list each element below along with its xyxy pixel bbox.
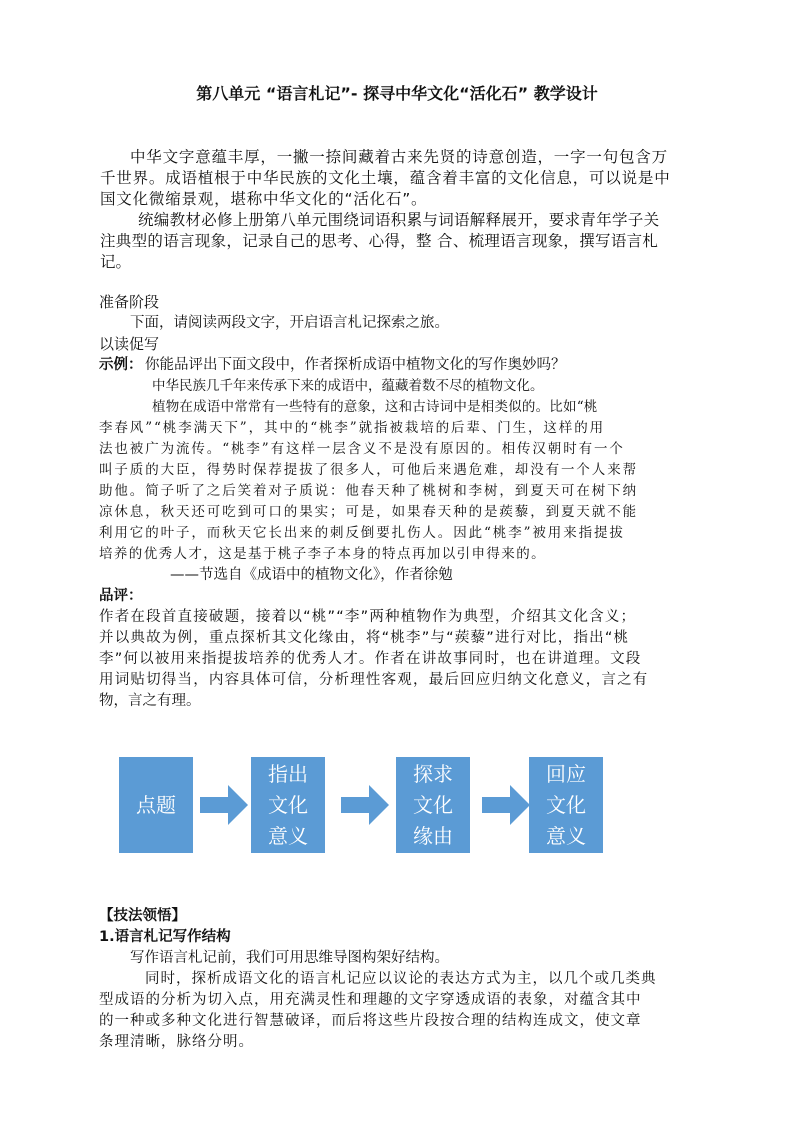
prep-heading: 准备阶段 <box>99 293 160 311</box>
flow-box-text: 文化 <box>546 792 586 817</box>
comment-line: 作者在段首直接破题，接着以“桃”“李”两种植物作为典型，介绍其文化含义； <box>99 609 637 625</box>
intro-line: 统编教材必修上册第八单元围绕词语积累与词语解释展开，要求青年学子关 <box>138 211 660 229</box>
technique-line: 写作语言札记前，我们可用思维导图构架好结构。 <box>130 950 449 966</box>
technique-line: 同时，探析成语文化的语言札记应以议论的表达方式为主，以几个或几类典 <box>145 971 657 987</box>
intro-line: 中华文字意蕴丰厚，一撇一捺间藏着古来先贤的诗意创造，一字一句包含万 <box>130 148 668 166</box>
comment-line: 李”何以被用来指提拔培养的优秀人才。作者在讲故事同时，也在讲道理。文段 <box>99 651 642 667</box>
example-line: 植物在成语中常常有一些特有的意象，这和古诗词中是相类似的。比如“桃 <box>152 399 598 415</box>
example-line: 培养的优秀人才，这是基于桃子李子本身的特点再加以引申得来的。 <box>99 546 546 562</box>
example-line: 助他。简子听了之后笑着对子质说：他春天种了桃树和李树，到夏天可在树下纳 <box>99 483 638 499</box>
flow-box-text: 意义 <box>546 823 586 848</box>
intro-line: 千世界。成语植根于中华民族的文化土壤，蕴含着丰富的文化信息，可以说是中 <box>100 169 671 187</box>
technique-heading: 【技法领悟】 <box>99 908 186 924</box>
technique-line: 型成语的分析为切入点，用充满灵性和理趣的文字穿透成语的表象，对蕴含其中 <box>99 992 642 1008</box>
flow-box-echo-meaning <box>529 757 603 853</box>
flow-box-text: 点题 <box>136 792 176 817</box>
flow-box-cultural-meaning <box>251 757 325 853</box>
example-line: 法也被广为流传。“桃李”有这样一层含义不是没有原因的。相传汉朝时有一个 <box>99 441 625 457</box>
technique-line: 的一种或多种文化进行智慧破译，而后将这些片段按合理的结构连成文，使文章 <box>99 1013 642 1029</box>
arrow-right-icon <box>341 785 389 825</box>
example-line: 凉休息，秋天还可吃到可口的果实；可是，如果春天种的是蒺藜，到夏天就不能 <box>99 504 638 520</box>
flow-box-text: 回应 <box>546 761 586 786</box>
flow-box-text: 文化 <box>268 792 308 817</box>
flow-box-point-topic <box>119 757 193 853</box>
read-write-heading: 以读促写 <box>99 335 160 353</box>
arrow-right-icon <box>482 785 530 825</box>
arrow-right-icon <box>200 785 248 825</box>
intro-line: 记。 <box>100 253 132 271</box>
example-source: ——节选自《成语中的植物文化》，作者徐勉 <box>170 567 453 583</box>
flow-box-cultural-origin <box>396 757 470 853</box>
prep-text: 下面，请阅读两段文字，开启语言札记探索之旅。 <box>130 315 449 331</box>
intro-line: 注典型的语言现象，记录自己的思考、心得，整 合、梳理语言现象，撰写语言札 <box>100 232 659 250</box>
example-line: 叫子质的大臣，得势时保荐提拔了很多人，可他后来遇危难，却没有一个人来帮 <box>99 462 638 478</box>
flow-box-text: 意义 <box>268 823 308 848</box>
comment-line: 并以典故为例，重点探析其文化缘由，将“桃李”与“蒺藜”进行对比，指出“桃 <box>99 630 630 646</box>
example-line: 李春风”“桃李满天下”，其中的“桃李”就指被栽培的后辈、门生，这样的用 <box>99 420 606 436</box>
example-question: 你能品评出下面文段中，作者探析成语中植物文化的写作奥妙吗？ <box>145 357 566 373</box>
example-label: 示例： <box>99 357 143 373</box>
comment-line: 用词贴切得当，内容具体可信，分析理性客观，最后回应归纳文化意义，言之有 <box>99 672 649 688</box>
example-line: 利用它的叶子，而秋天它长出来的刺反倒要扎伤人。因此“桃李”被用来指提拔 <box>99 525 625 541</box>
page-title: 第八单元 “语言札记”- 探寻中华文化“活化石” 教学设计 <box>196 84 598 103</box>
flow-box-text: 缘由 <box>413 823 453 848</box>
comment-line: 物，言之有理。 <box>99 693 201 709</box>
example-line: 中华民族几千年来传承下来的成语中，蕴藏着数不尽的植物文化。 <box>152 378 544 394</box>
flow-box-text: 指出 <box>268 761 308 786</box>
flow-box-text: 探求 <box>413 761 453 786</box>
technique-line: 条理清晰，脉络分明。 <box>99 1034 254 1050</box>
intro-line: 国文化微缩景观，堪称中华文化的“活化石”。 <box>100 190 428 208</box>
flow-box-text: 文化 <box>413 792 453 817</box>
technique-subheading: 1.语言札记写作结构 <box>99 929 231 945</box>
comment-label: 品评： <box>99 588 143 604</box>
